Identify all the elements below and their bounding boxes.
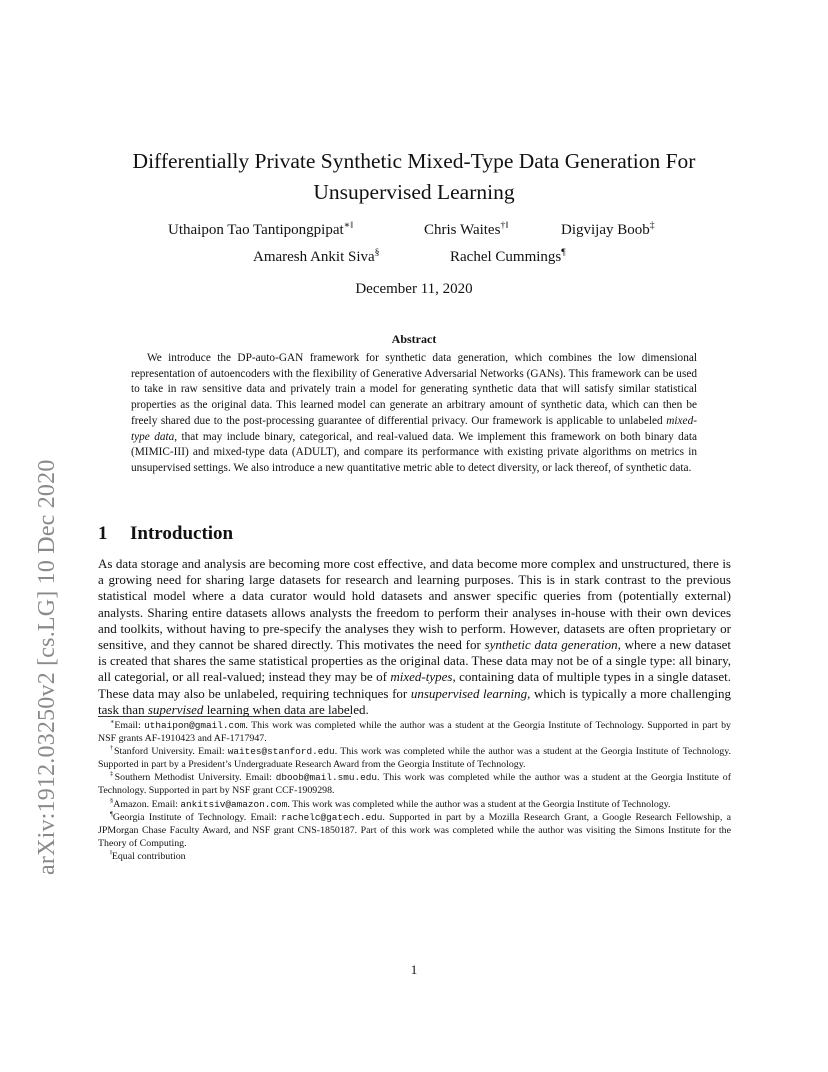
email-link[interactable]: rachelc@gatech.edu bbox=[281, 811, 383, 823]
footnote-separator bbox=[98, 716, 351, 717]
paper-title bbox=[0, 146, 828, 208]
footnote-2: †Stanford University. Email: waites@stanford.edu. This work was completed while the author was a student at the Georgia Institute of Technology. Supported in part by a President’s Undergraduate Research Award from the Georgia Institute of Technology. bbox=[98, 744, 732, 771]
author-1: Uthaipon Tao Tantipongpipat∗‖ bbox=[168, 220, 354, 238]
abstract-heading: Abstract bbox=[391, 332, 437, 346]
section-heading-introduction bbox=[98, 523, 233, 545]
email-link[interactable]: waites@stanford.edu bbox=[227, 746, 335, 758]
title-line-1: Differentially Private Synthetic Mixed-Type Data Generation For bbox=[132, 149, 696, 173]
section-title: Introduction bbox=[130, 523, 234, 544]
footnote-4: §Amazon. Email: ankitsiv@amazon.com. This work was completed while the author was a student at the Georgia Institute of Technology. bbox=[110, 797, 671, 810]
abstract-text: We introduce the DP-auto-GAN framework for synthetic data generation, which combines the low dimensional representation of autoencoders with the flexibility of Generative Adversarial Networks (GANs). This framework can be used to take in raw sensitive data and privately train a model for generating synthetic data that will satisfy similar statistical properties as the original data. This learned model can generate an arbitrary amount of synthetic data, which can then be freely shared due to the post-processing guarantee of differential privacy. Our framework is applicable to unlabeled mixed-type data, that may include binary, categorical, and real-valued data. We implement this framework on both binary data (MIMIC-III) and mixed-type data (ADULT), and compare its performance with existing private algorithms on metrics in unsupervised settings. We also introduce a new quantitative metric able to detect diversity, or lack thereof, of synthetic data. bbox=[131, 352, 697, 474]
footnote-5: ¶Georgia Institute of Technology. Email: rachelc@gatech.edu. Supported in part by a Mozilla Research Grant, a Google Research Fellowship, a JPMorgan Chase Faculty Award, and NSF grant CNS-1850187. Part of this work was completed while the author was visiting the Simons Institute for the Theory of Computing. bbox=[98, 810, 731, 849]
footnotes bbox=[98, 719, 731, 863]
author-3: Digvijay Boob‡ bbox=[561, 220, 655, 238]
arxiv-identifier-stamp: arXiv:1912.03250v2 [cs.LG] 10 Dec 2020 bbox=[34, 459, 60, 875]
author-4: Amaresh Ankit Siva§ bbox=[253, 247, 380, 265]
email-link[interactable]: uthaipon@gmail.com bbox=[144, 720, 246, 731]
section-number: 1 bbox=[98, 523, 108, 544]
publication-date: December 11, 2020 bbox=[355, 281, 473, 297]
introduction-paragraph: As data storage and analysis are becoming more cost effective, and data become more complex and unstructured, there is a growing need for sharing large datasets for research and learning purposes. This is in stark contrast to the previous statistical model where a data curator would hold datasets and answer specific queries from (potentially external) analysts. Sharing entire datasets allows analysts the freedom to perform their analyses in-house with their own devices and toolkits, without having to pre-specify the analyses they wish to perform. However, datasets are often proprietary or sensitive, and they cannot be shared directly. This motivates the need for synthetic data generation, where a new dataset is created that shares the same statistical properties as the original data. These data may not be of a single type: all binary, all categorial, or all real-valued; instead they may be of mixed-types, containing data of multiple types in a single dataset. These data may also be unlabeled, requiring techniques for unsupervised learning, which is typically a more challenging task than supervised learning when data are labeled. bbox=[98, 556, 732, 717]
footnote-1: ∗Email: uthaipon@gmail.com. This work was completed while the author was a student at the Georgia Institute of Technology. Supported in part by NSF grants AF-1910423 and AF-1717947. bbox=[98, 718, 731, 745]
email-link[interactable]: ankitsiv@amazon.com bbox=[180, 798, 288, 810]
author-2: Chris Waites†‖ bbox=[424, 220, 509, 238]
footnote-6: ‖Equal contribution bbox=[110, 849, 186, 862]
page-number: 1 bbox=[410, 962, 418, 977]
email-link[interactable]: dboob@mail.smu.edu bbox=[275, 772, 378, 784]
footnote-3: ‡Southern Methodist University. Email: dboob@mail.smu.edu. This work was completed while the author was a student at the Georgia Institute of Technology. Supported in part by NSF grant CCF-1909298. bbox=[98, 771, 731, 797]
title-line-2: Unsupervised Learning bbox=[313, 180, 515, 204]
author-5: Rachel Cummings¶ bbox=[450, 247, 566, 265]
